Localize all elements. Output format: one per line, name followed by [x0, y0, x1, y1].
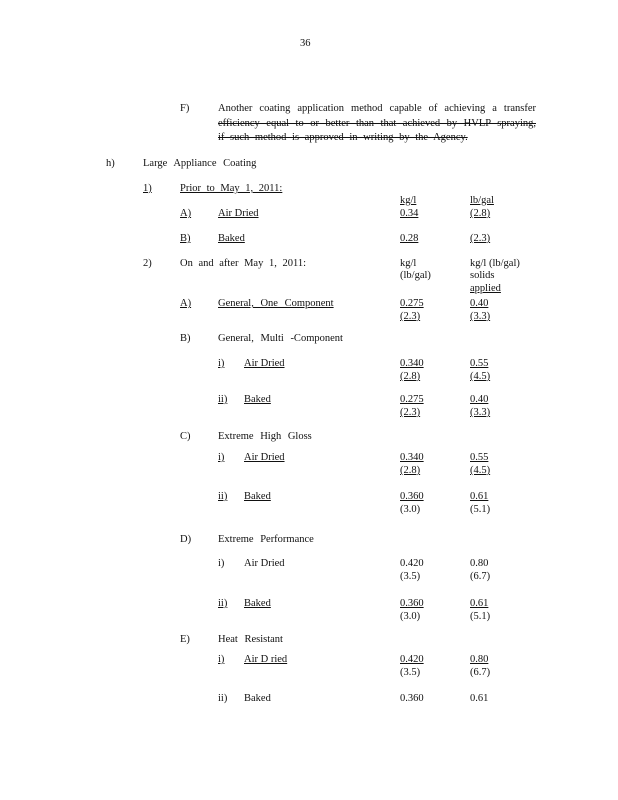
part2-unit-lb-1: kg/l (lb/gal): [470, 258, 520, 269]
part2-e-ii-label: ii): [218, 693, 228, 704]
part1-unit-lb: lb/gal: [470, 195, 494, 206]
item-f-label: F): [180, 103, 190, 114]
section-h-label: h): [106, 158, 115, 169]
part2-a-label: A): [180, 298, 192, 309]
part2-d-ii-kg2: (3.0): [400, 611, 421, 622]
part2-a-lb2: (3.3): [470, 311, 491, 322]
part2-c-i-kg: 0.340: [400, 452, 424, 463]
part2-unit-lb-3: applied: [470, 283, 501, 294]
part1-label: 1): [143, 183, 152, 194]
part2-c-ii-kg: 0.360: [400, 491, 424, 502]
part2-b-ii-label: ii): [218, 394, 228, 405]
part2-b-label: B): [180, 333, 191, 344]
part2-c-ii-lb2: (5.1): [470, 504, 491, 515]
part2-c-ii-label: ii): [218, 491, 228, 502]
part1-row-b-lb: (2.3): [470, 233, 491, 244]
item-f-line3: if such method is approved in writing by the Agency.: [218, 132, 468, 143]
part2-c-i-lb: 0.55: [470, 452, 489, 463]
part2-d-i-label: i): [218, 558, 225, 569]
part2-c-ii-name: Baked: [244, 491, 271, 502]
part2-c-i-name: Air Dried: [244, 452, 285, 463]
part2-c-i-lb2: (4.5): [470, 465, 491, 476]
part2-e-ii-lb: 0.61: [470, 693, 489, 704]
part2-b-ii-lb2: (3.3): [470, 407, 491, 418]
part2-d-ii-label: ii): [218, 598, 228, 609]
part2-b-i-kg2: (2.8): [400, 371, 421, 382]
part2-b-i-name: Air Dried: [244, 358, 285, 369]
part2-unit-lb-2: solids: [470, 270, 495, 281]
part2-d-ii-name: Baked: [244, 598, 271, 609]
part2-d-i-kg: 0.420: [400, 558, 424, 569]
part2-b-i-lb: 0.55: [470, 358, 489, 369]
part2-a-name: General, One Component: [218, 298, 334, 309]
part2-c-i-label: i): [218, 452, 225, 463]
part2-d-label: D): [180, 534, 192, 545]
part2-c-name: Extreme High Gloss: [218, 431, 312, 442]
part1-title: Prior to May 1, 2011:: [180, 183, 283, 194]
part2-a-kg2: (2.3): [400, 311, 421, 322]
page-number: 36: [300, 38, 311, 49]
part2-e-i-label: i): [218, 654, 225, 665]
part2-d-i-lb2: (6.7): [470, 571, 491, 582]
part2-e-name: Heat Resistant: [218, 634, 283, 645]
part1-row-a-name: Air Dried: [218, 208, 259, 219]
part2-d-i-kg2: (3.5): [400, 571, 421, 582]
part2-c-label: C): [180, 431, 191, 442]
part2-unit-kg-1: kg/l: [400, 258, 417, 269]
part2-d-ii-lb2: (5.1): [470, 611, 491, 622]
part2-e-i-name: Air D ried: [244, 654, 288, 665]
item-f-line2: efficiency equal to or better than that achieved by HVLP spraying,: [218, 118, 536, 129]
part2-title: On and after May 1, 2011:: [180, 258, 306, 269]
part2-e-ii-name: Baked: [244, 693, 271, 704]
part2-b-ii-kg2: (2.3): [400, 407, 421, 418]
part2-d-i-lb: 0.80: [470, 558, 489, 569]
part2-e-label: E): [180, 634, 190, 645]
part1-row-a-lb: (2.8): [470, 208, 491, 219]
part2-c-ii-lb: 0.61: [470, 491, 489, 502]
part1-row-b-kg: 0.28: [400, 233, 419, 244]
part2-d-ii-kg: 0.360: [400, 598, 424, 609]
part2-d-name: Extreme Performance: [218, 534, 314, 545]
part2-e-i-kg2: (3.5): [400, 667, 421, 678]
part2-label: 2): [143, 258, 152, 269]
part2-b-name: General, Multi -Component: [218, 333, 343, 344]
part2-a-kg: 0.275: [400, 298, 424, 309]
part2-e-ii-kg: 0.360: [400, 693, 424, 704]
part1-row-a-label: A): [180, 208, 192, 219]
part2-b-ii-kg: 0.275: [400, 394, 424, 405]
part2-d-ii-lb: 0.61: [470, 598, 489, 609]
part2-b-i-kg: 0.340: [400, 358, 424, 369]
part1-row-b-label: B): [180, 233, 191, 244]
part1-unit-kg: kg/l: [400, 195, 417, 206]
part2-b-ii-lb: 0.40: [470, 394, 489, 405]
part2-e-i-kg: 0.420: [400, 654, 424, 665]
part2-a-lb: 0.40: [470, 298, 489, 309]
part2-e-i-lb2: (6.7): [470, 667, 491, 678]
part1-row-b-name: Baked: [218, 233, 245, 244]
part1-row-a-kg: 0.34: [400, 208, 419, 219]
part2-b-i-lb2: (4.5): [470, 371, 491, 382]
part2-b-i-label: i): [218, 358, 225, 369]
part2-unit-kg-2: (lb/gal): [400, 270, 431, 281]
item-f-line1: Another coating application method capable of achieving a transfer: [218, 103, 536, 114]
part2-c-i-kg2: (2.8): [400, 465, 421, 476]
section-h-title: Large Appliance Coating: [143, 158, 257, 169]
part2-b-ii-name: Baked: [244, 394, 271, 405]
part2-d-i-name: Air Dried: [244, 558, 285, 569]
part2-c-ii-kg2: (3.0): [400, 504, 421, 515]
part2-e-i-lb: 0.80: [470, 654, 489, 665]
